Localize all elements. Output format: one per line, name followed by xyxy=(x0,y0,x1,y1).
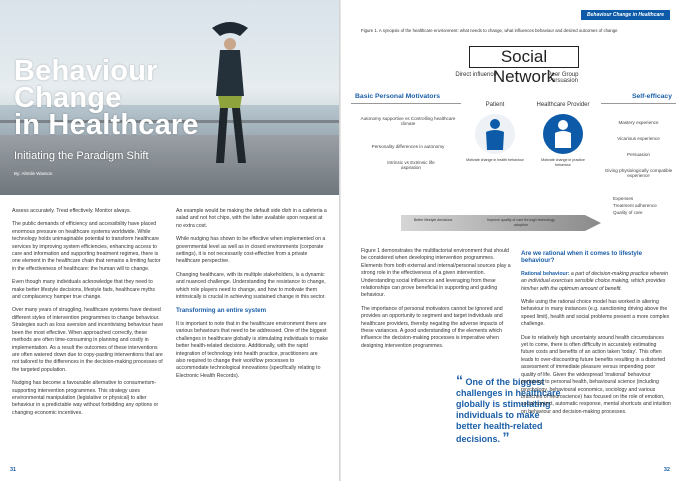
direct-influence-label: Direct influence xyxy=(455,72,497,78)
arrow-left-label: Better lifestyle decisions xyxy=(413,218,453,222)
pull-quote-text: One of the biggest challenges in healthcare globally is stimulating individuals to make better health-related decisions. xyxy=(456,377,561,444)
hero-title-line: in Healthcare xyxy=(14,109,199,141)
running-head: Behaviour Change in Healthcare xyxy=(581,10,670,20)
provider-note: Motivate change in practice behaviour xyxy=(541,158,585,167)
provider-circle xyxy=(543,114,583,154)
hero-image xyxy=(0,0,339,195)
section-heading: Are we rational when it comes to lifestyle behaviour? xyxy=(521,250,643,265)
figure-diagram xyxy=(351,40,680,235)
provider-icon xyxy=(543,114,583,154)
paragraph: Even though many individuals acknowledge that they need to make better lifestyle decisions, lifestyle fads, healthcare myths and complacency hamper true change. xyxy=(12,279,156,301)
patient-icon xyxy=(475,114,515,154)
outcome-item: Quality of care xyxy=(613,210,643,215)
self-efficacy-heading: Self-efficacy xyxy=(601,90,676,104)
hero-deck xyxy=(0,135,339,195)
definition xyxy=(521,271,671,293)
efficacy-item: Persuasion xyxy=(627,152,650,157)
paragraph: Over many years of struggling, healthcare systems have devised different styles of intervention programmes to change behaviour. Strategies such as loss aversion and incentivising behaviour have been the most effective. When approached correctly, these methods are often time-consuming in planning and costly in implementation. As a result the outcomes of these interventions are often watered down due to copy-pasting interventions that are not tailored to the differences in the decision-making processes of the targeted population. xyxy=(12,307,164,373)
motivator-item: Personality differences in autonomy xyxy=(371,144,445,149)
efficacy-item: Mastery experience xyxy=(618,120,659,125)
page-number: 32 xyxy=(663,467,670,473)
basic-motivators-heading: Basic Personal Motivators xyxy=(351,90,461,104)
peer-group-label: Peer Group Persuasion xyxy=(547,72,579,84)
left-page xyxy=(0,0,339,481)
paragraph: While nudging has shown to be effective when implemented on a governmental level as well as in closed environments (corporate settings), it is not necessarily cost-effective from a private healthcare perspective. xyxy=(176,236,326,265)
hero-title xyxy=(14,55,244,141)
patient-circle xyxy=(475,114,515,154)
patient-note: Motivate change in health behaviour xyxy=(466,158,524,162)
paragraph: Changing healthcare, with its multiple stakeholders, is a dynamic and nuanced challenge. Understanding the resistance to change, which role players need to change, and how to motivate them intrinsically is crucial in achieving sustained change in this sector. xyxy=(176,271,326,301)
paragraph: While using the rational choice model has worked in altering behaviour in many instances (e.g. sanctioning driving above the speed limit), health and social problems present a more complex challenge. xyxy=(521,299,670,328)
left-column-1 xyxy=(12,208,164,423)
right-page xyxy=(341,0,680,481)
paragraph: An example would be making the default side dish in a cafeteria a salad and not hot chips, with the latter available upon request at no extra cost. xyxy=(176,208,327,229)
hero-title-line: Change xyxy=(14,82,122,114)
outcome-item: Treatment adherence xyxy=(613,203,657,208)
definition-text: a part of decision-making practice wherein an individual exercises sensible choice making, which provides him/her with the optimum amount of benefit. xyxy=(521,270,669,292)
right-column-1 xyxy=(361,248,511,356)
figure-caption: Figure 1. A synopsis of the healthcare environment: what needs to change, what influences behaviour and desired outcomes of change xyxy=(361,28,618,33)
outcome-item: Expenses xyxy=(613,196,634,201)
social-network-box: Social Network xyxy=(469,46,579,68)
outcomes-list xyxy=(613,195,657,216)
paragraph: Nudging has become a favourable alternative to consumerism-supporting intervention programmes. This strategy uses environmental manipulation (legislative or physical) to alter behaviour in a predictable way without forbidding any options or changing economic incentives. xyxy=(12,380,159,416)
patient-label: Patient xyxy=(485,102,505,108)
right-column-2 xyxy=(521,248,671,422)
hero-subtitle: Initiating the Paradigm Shift xyxy=(14,150,149,162)
motivator-item: Autonomy supportive vs Controlling healthcare climate xyxy=(360,116,456,126)
paragraph: Figure 1 demonstrates the multifactorial environment that should be considered when developing intervention programmes. Elements from both external and internal/personal sources play a strong role in the effectiveness of a given intervention. Understanding social influences and leveraging from these relationships can prove beneficial in supporting and guiding behaviour. xyxy=(361,248,511,299)
hero-title-line: Behaviour xyxy=(14,55,158,87)
section-heading: Transforming an entire system xyxy=(176,307,267,315)
paragraph: It is important to note that in the healthcare environment there are various behaviours that need to be addressed. One of the biggest challenges in healthcare globally is stimulating individuals to make better health-related decisions. Additionally, with the rapid integration of technology into health practice, practitioners are also required to change their workflow processes to accommodate technological innovations (specifically relating to Electronic Health Records). xyxy=(176,320,328,379)
paragraph: Due to relatively high uncertainty around health circumstances yet to come, there is often difficulty in accurately estimating future costs and benefits of an action taken 'today'. This often leads to over-discounting future benefits resulting in a distorted assessment of immediate pleasure versus impending poor quality of life. Given the widespread 'irrational' behaviour pertaining to personal health, behavioural science (including psychology, behavioural economics, sociology and various branches of neuroscience) has focused on the role of emotion, social context, automatic response, mental shortcuts and intuition on behaviour and decision-making processes. xyxy=(521,334,671,415)
efficacy-item: Vicarious experience xyxy=(617,136,660,141)
close-quote-icon: ” xyxy=(502,429,510,445)
hero-author: By: Altmile Wasson xyxy=(14,171,53,176)
paragraph: The importance of personal motivators cannot be ignored and provides an opportunity to segment and target individuals and healthcare providers, thereby negating the adverse impacts of these variances. A good understanding of the elements which influence the decision-making processes is imperative when designing intervention programmes. xyxy=(361,305,504,349)
open-quote-icon: “ xyxy=(456,372,463,388)
definition-term: Rational behaviour: xyxy=(521,270,570,277)
paragraph: Assess accurately. Treat effectively. Monitor always. xyxy=(12,208,132,214)
provider-label: Healthcare Provider xyxy=(536,102,590,108)
arrow-right-label: Improve quality of care through technology adoption xyxy=(487,218,555,227)
motivator-item: Intrinsic vs Extrinsic life aspiration xyxy=(387,160,435,170)
page-number: 31 xyxy=(10,467,17,473)
left-column-2 xyxy=(176,208,328,386)
paragraph: The public demands of efficiency and accessibility have placed enormous pressure on healthcare systems worldwide. While technology holds unimaginable potential to transform healthcare services by improving system efficiencies, enhancing access to care and information and supporting treatment regimes, there is one element in the healthcare chain that remains a limiting factor in the effectiveness of healthcare: the human will to change. xyxy=(12,221,161,272)
efficacy-item: Giving physiologically compatible experience xyxy=(604,168,673,178)
